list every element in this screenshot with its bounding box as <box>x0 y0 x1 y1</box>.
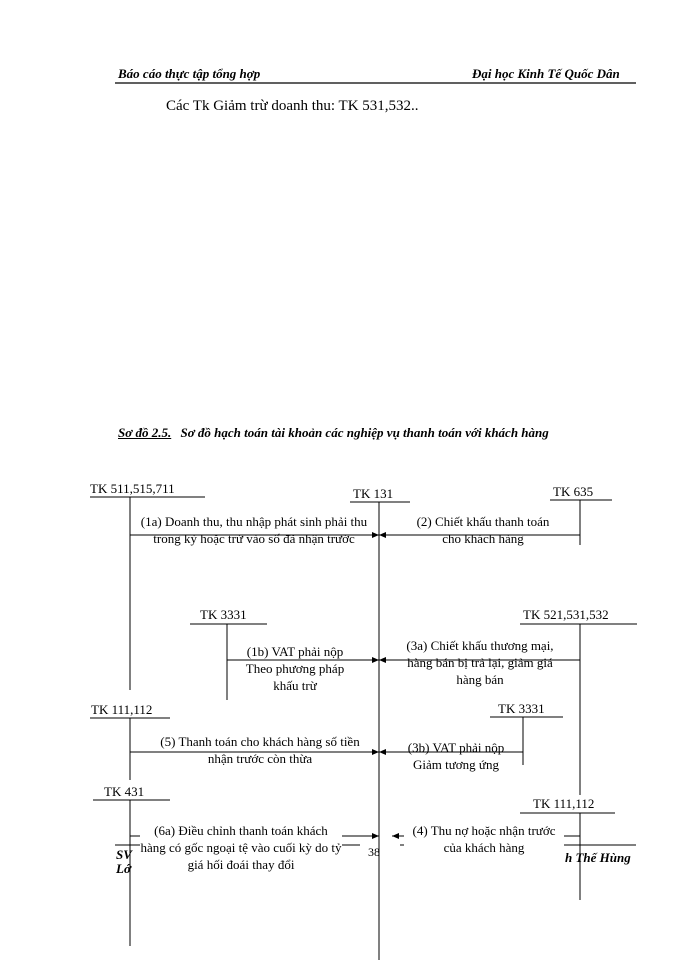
entry-5: (5) Thanh toán cho khách hàng số tiền nhận trước còn thừa <box>160 734 360 766</box>
entry-3a: (3a) Chiết khấu thương mại, hàng bán bị trả lại, giảm giá hàng bán <box>406 638 554 687</box>
entry-4: (4) Thu nợ hoặc nhận trước của khách hàng <box>404 822 564 856</box>
account-tk111-right: TK 111,112 <box>533 796 595 811</box>
account-tk111-left: TK 111,112 <box>91 702 153 717</box>
intro-line: Các Tk Giảm trừ doanh thu: TK 531,532.. <box>166 98 419 114</box>
footer-left-bottom: Lớ <box>116 861 131 876</box>
account-tk3331-left: TK 3331 <box>200 607 247 622</box>
account-tk3331-right: TK 3331 <box>498 701 545 716</box>
footer-left <box>116 848 132 876</box>
entry-6a: (6a) Điều chỉnh thanh toán khách hàng có gốc ngoại tệ vào cuối kỳ do tỷ giá hối đoái thay đổi <box>140 823 342 872</box>
header-right: Đại học Kinh Tế Quốc Dân <box>472 66 620 81</box>
header-left: Báo cáo thực tập tổng hợp <box>118 66 261 81</box>
account-tk431: TK 431 <box>104 784 145 799</box>
footer-left-top: SV <box>116 847 132 862</box>
account-tk521: TK 521,531,532 <box>523 607 609 622</box>
entry-2: (2) Chiết khấu thanh toán cho khách hàng <box>416 514 550 546</box>
caption-text: Sơ đồ hạch toán tài khoản các nghiệp vụ thanh toán với khách hàng <box>180 425 549 440</box>
entry-1b: (1b) VAT phải nộp Theo phương pháp khấu trừ <box>245 644 345 693</box>
account-tk131: TK 131 <box>353 486 394 501</box>
entry-3b: (3b) VAT phải nộp Giảm tương ứng <box>407 740 505 772</box>
entry-1a: (1a) Doanh thu, thu nhập phát sinh phải thu trong kỳ hoặc trừ vào số đã nhận trước <box>140 514 368 546</box>
account-tk511: TK 511,515,711 <box>90 481 175 496</box>
footer-right: h Thế Hùng <box>565 850 631 865</box>
account-tk635: TK 635 <box>553 484 594 499</box>
caption-number: Sơ đồ 2.5. <box>118 425 172 440</box>
page-number: 38 <box>368 845 380 859</box>
